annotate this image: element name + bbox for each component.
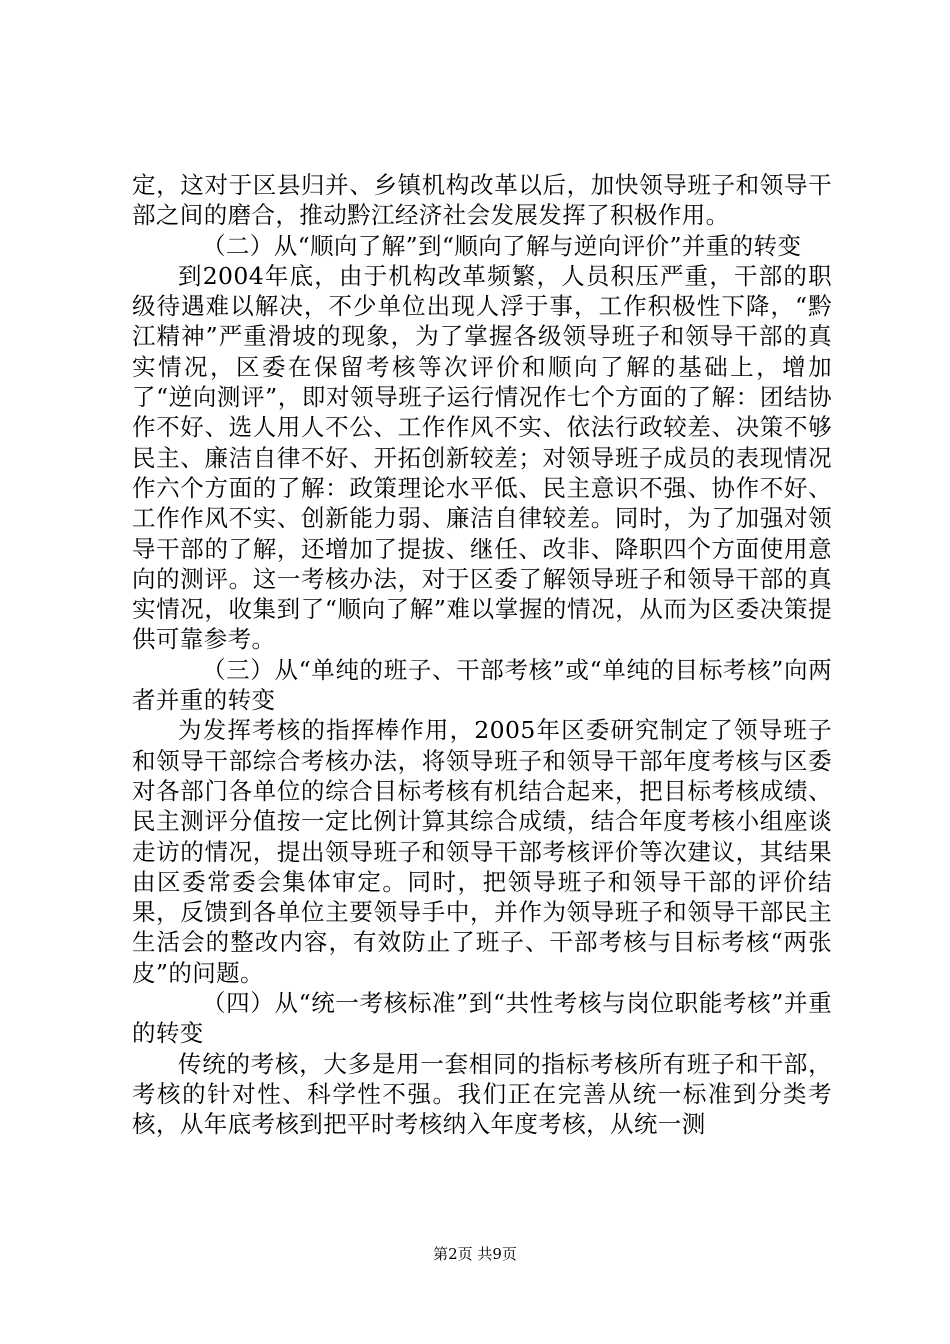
section-heading-3: （三）从“单纯的班子、干部考核”或“单纯的目标考核”向两者并重的转变	[132, 655, 832, 715]
page-number-footer: 第2页 共9页	[433, 1245, 517, 1263]
paragraph-section-4: 传统的考核，大多是用一套相同的指标考核所有班子和干部，考核的针对性、科学性不强。我们正在完善从统一标准到分类考核，从年底考核到把平时考核纳入年度考核，从统一测	[132, 1049, 832, 1139]
paragraph-section-3: 为发挥考核的指挥棒作用，2005年区委研究制定了领导班子和领导干部综合考核办法，将领导班子和领导干部年度考核与区委对各部门各单位的综合目标考核有机结合起来，把目标考核成绩、民主测评分值按一定比例计算其综合成绩，结合年度考核小组座谈走访的情况，提出领导班子和领导干部考核评价等次建议，其结果由区委常委会集体审定。同时，把领导班子和领导干部的评价结果，反馈到各单位主要领导手中，并作为领导班子和领导干部民主生活会的整改内容，有效防止了班子、干部考核与目标考核“两张皮”的问题。	[132, 716, 832, 987]
section-heading-4: （四）从“统一考核标准”到“共性考核与岗位职能考核”并重的转变	[132, 989, 832, 1048]
paragraph-continuation: 定，这对于区县归并、乡镇机构改革以后，加快领导班子和领导干部之间的磨合，推动黔江经济社会发展发挥了积极作用。	[132, 171, 832, 230]
document-body	[132, 170, 832, 1140]
paragraph-section-2: 到2004年底，由于机构改革频繁，人员积压严重，干部的职级待遇难以解决，不少单位出现人浮于事，工作积极性下降，“黔江精神”严重滑坡的现象，为了掌握各级领导班子和领导干部的真实情况，区委在保留考核等次评价和顺向了解的基础上，增加了“逆向测评”，即对领导班子运行情况作七个方面的了解：团结协作不好、选人用人不公、工作作风不实、依法行政较差、决策不够民主、廉洁自律不好、开拓创新较差；对领导班子成员的表现情况作六个方面的了解：政策理论水平低、民主意识不强、协作不好、工作作风不实、创新能力弱、廉洁自律较差。同时，为了加强对领导干部的了解，还增加了提拔、继任、改非、降职四个方面使用意向的测评。这一考核办法，对于区委了解领导班子和领导干部的真实情况，收集到了“顺向了解”难以掌握的情况，从而为区委决策提供可靠参考。	[132, 261, 832, 654]
section-heading-2: （二）从“顺向了解”到“顺向了解与逆向评价”并重的转变	[202, 231, 802, 260]
